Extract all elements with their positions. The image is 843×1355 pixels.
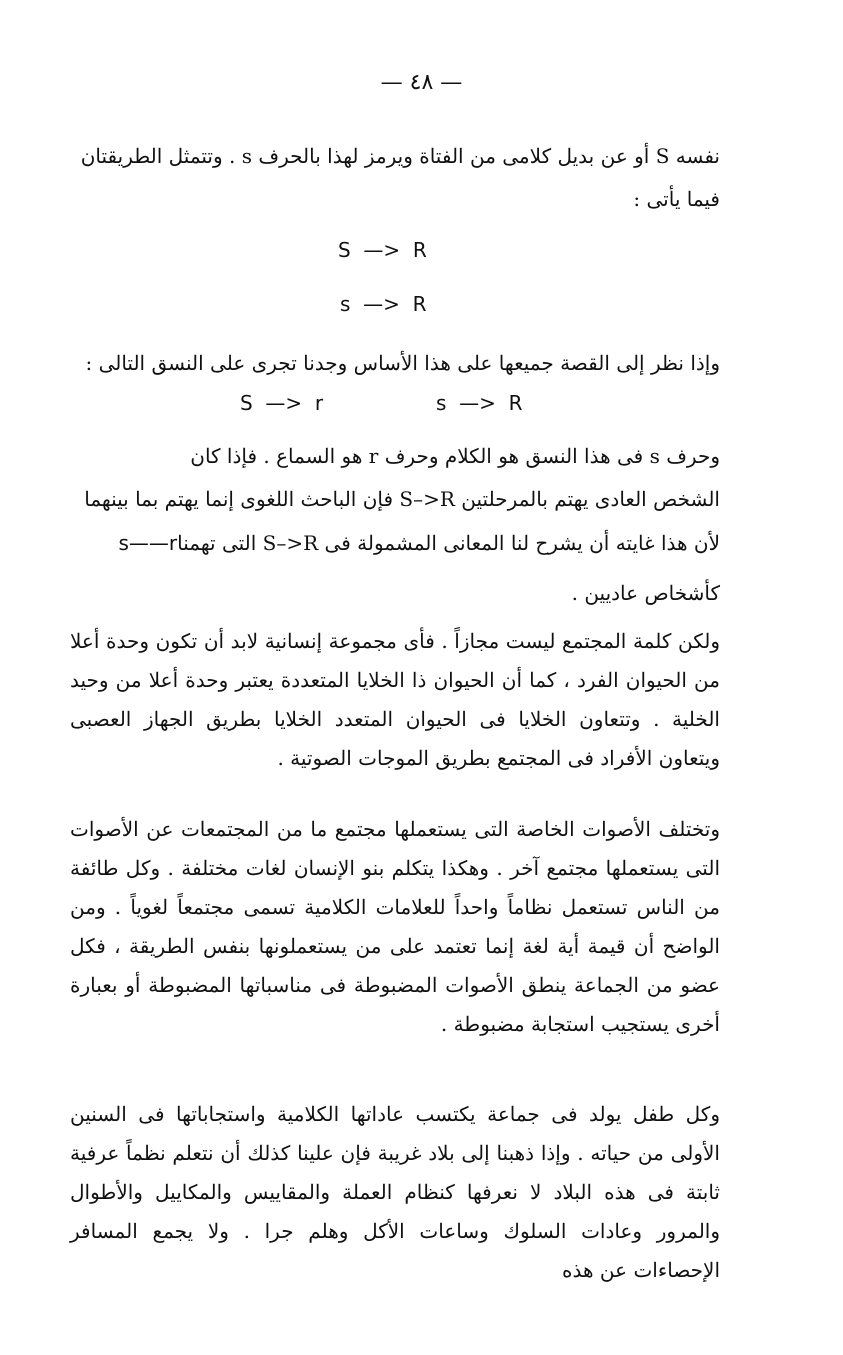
s-r-sequence: s——r — [118, 531, 178, 555]
paragraph-3-line-2: الشخص العادى يهتم بالمرحلتين S–>R فإن الباحث اللغوى إنما يهتم بما بينهما — [84, 487, 720, 511]
paragraph-3-line-3 — [70, 524, 720, 563]
paragraph-3-line-4: كأشخاص عاديين . — [571, 581, 720, 605]
paragraph-5: وتختلف الأصوات الخاصة التى يستعملها مجتمع ما من المجتمعات عن الأصوات التى يستعملها مجتمع آخر . وهكذا يتكلم بنو الإنسان لغات مختلفة . وكل طائفة من الناس تستعمل نظاماً واحداً للعلامات الكلامية تسمى مجتمعاً لغوياً . ومن الواضح أن قيمة أية لغة إنما تعتمد على من يستعملونها بنفس الطريقة ، فكل عضو من الجماعة ينطق الأصوات المضبوطة فى مناسباتها المضبوطة أو بعبارة أخرى يستجيب استجابة مضبوطة . — [70, 817, 720, 1036]
formula-s-to-R-2: s —> R — [436, 391, 523, 415]
paragraph-2: وإذا نظر إلى القصة جميعها على هذا الأساس وجدنا تجرى على النسق التالى : — [85, 351, 720, 375]
paragraph-1-line-1: نفسه S أو عن بديل كلامى من الفتاة ويرمز لهذا بالحرف s . وتتمثل الطريقتان — [80, 144, 720, 168]
paragraph-6: وكل طفل يولد فى جماعة يكتسب عاداتها الكلامية واستجاباتها فى السنين الأولى من حياته . وإذا ذهبنا إلى بلاد غريبة فإن علينا كذلك أن نتعلم نظماً عرفية ثابتة فى هذه البلاد لا نعرفها كنظام العملة والمقاييس والمكاييل والأطوال والمرور وعادات السلوك وساعات الأكل وهلم جرا . ولا يجمع المسافر الإحصاءات عن هذه — [70, 1102, 720, 1282]
formula-S-to-R: S —> R — [338, 238, 427, 262]
formula-S-to-r: S —> r — [240, 391, 324, 415]
paragraph-4: ولكن كلمة المجتمع ليست مجازاً . فأى مجموعة إنسانية لابد أن تكون وحدة أعلا من الحيوان الفرد ، كما أن الحيوان ذا الخلايا المتعددة يعتبر وحدة أعلا من وحيد الخلية . وتتعاون الخلايا فى الحيوان المتعدد الخلايا بطريق الجهاز العصبى ويتعاون الأفراد فى المجتمع بطريق الموجات الصوتية . — [70, 629, 720, 770]
paragraph-3-line-3-text: لأن هذا غايته أن يشرح لنا المعانى المشمولة فى S–>R التى تهمنا — [177, 531, 720, 555]
page-number: — ٤٨ — — [380, 70, 463, 95]
paragraph-1-line-2: فيما يأتى : — [633, 187, 720, 211]
paragraph-3-line-1: وحرف s فى هذا النسق هو الكلام وحرف r هو السماع . فإذا كان — [190, 444, 720, 468]
formula-s-to-R: s —> R — [340, 292, 427, 316]
